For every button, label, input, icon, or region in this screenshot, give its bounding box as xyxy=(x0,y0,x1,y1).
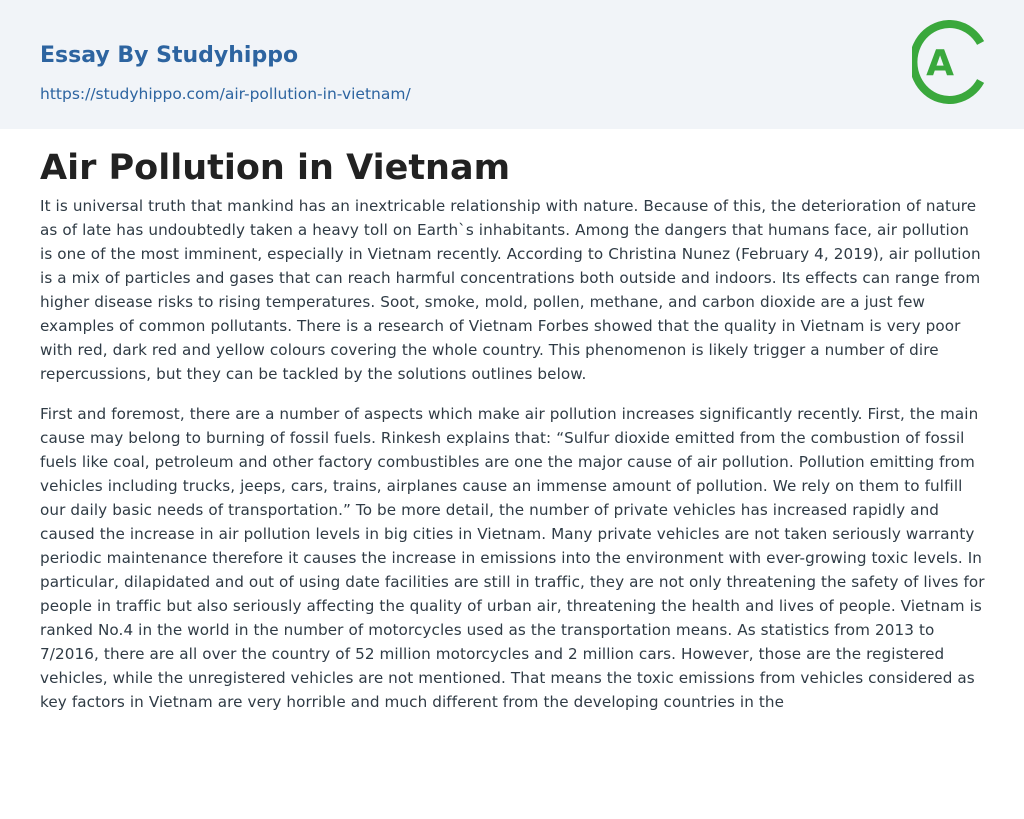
logo-letter: A xyxy=(926,43,954,84)
article-title: Air Pollution in Vietnam xyxy=(40,148,511,188)
site-header xyxy=(0,0,1024,129)
article-paragraph-2: First and foremost, there are a number of aspects which make air pollution increases significantly recently. First, the main cause may belong to burning of fossil fuels. Rinkesh explains that: “Sulfur dioxide emitted from the combustion of fossil fuels like coal, petroleum and other factory combustibles are one the major cause of air pollution. Pollution emitting from vehicles including trucks, jeeps, cars, trains, airplanes cause an immense amount of pollution. We rely on them to fulfill our daily basic needs of transportation.” To be more detail, the number of private vehicles has increased rapidly and caused the increase in air pollution levels in big cities in Vietnam. Many private vehicles are not taken seriously warranty periodic maintenance therefore it causes the increase in emissions into the environment with ever-growing toxic levels. In particular, dilapidated and out of using date facilities are still in traffic, they are not only threatening the safety of lives for people in traffic but also seriously affecting the quality of urban air, threatening the health and lives of people. Vietnam is ranked No.4 in the world in the number of motorcycles used as the transportation means. As statistics from 2013 to 7/2016, there are all over the country of 52 million motorcycles and 2 million cars. However, those are the registered vehicles, while the unregistered vehicles are not mentioned. That means the toxic emissions from vehicles considered as key factors in Vietnam are very horrible and much different from the developing countries in the xyxy=(40,405,985,711)
article-body xyxy=(40,194,986,730)
brand-title: Essay By Studyhippo xyxy=(40,43,299,68)
studyhippo-logo-icon[interactable] xyxy=(912,20,986,104)
page-url-link[interactable]: https://studyhippo.com/air-pollution-in-vietnam/ xyxy=(40,85,411,103)
article-paragraph-1: It is universal truth that mankind has an inextricable relationship with nature. Because of this, the deterioration of nature as of late has undoubtedly taken a heavy toll on Earth`s inhabitants. Among the dangers that humans face, air pollution is one of the most imminent, especially in Vietnam recently. According to Christina Nunez (February 4, 2019), air pollution is a mix of particles and gases that can reach harmful concentrations both outside and indoors. Its effects can range from higher disease risks to rising temperatures. Soot, smoke, mold, pollen, methane, and carbon dioxide are a just few examples of common pollutants. There is a research of Vietnam Forbes showed that the quality in Vietnam is very poor with red, dark red and yellow colours covering the whole country. This phenomenon is likely trigger a number of dire repercussions, but they can be tackled by the solutions outlines below. xyxy=(40,197,981,383)
